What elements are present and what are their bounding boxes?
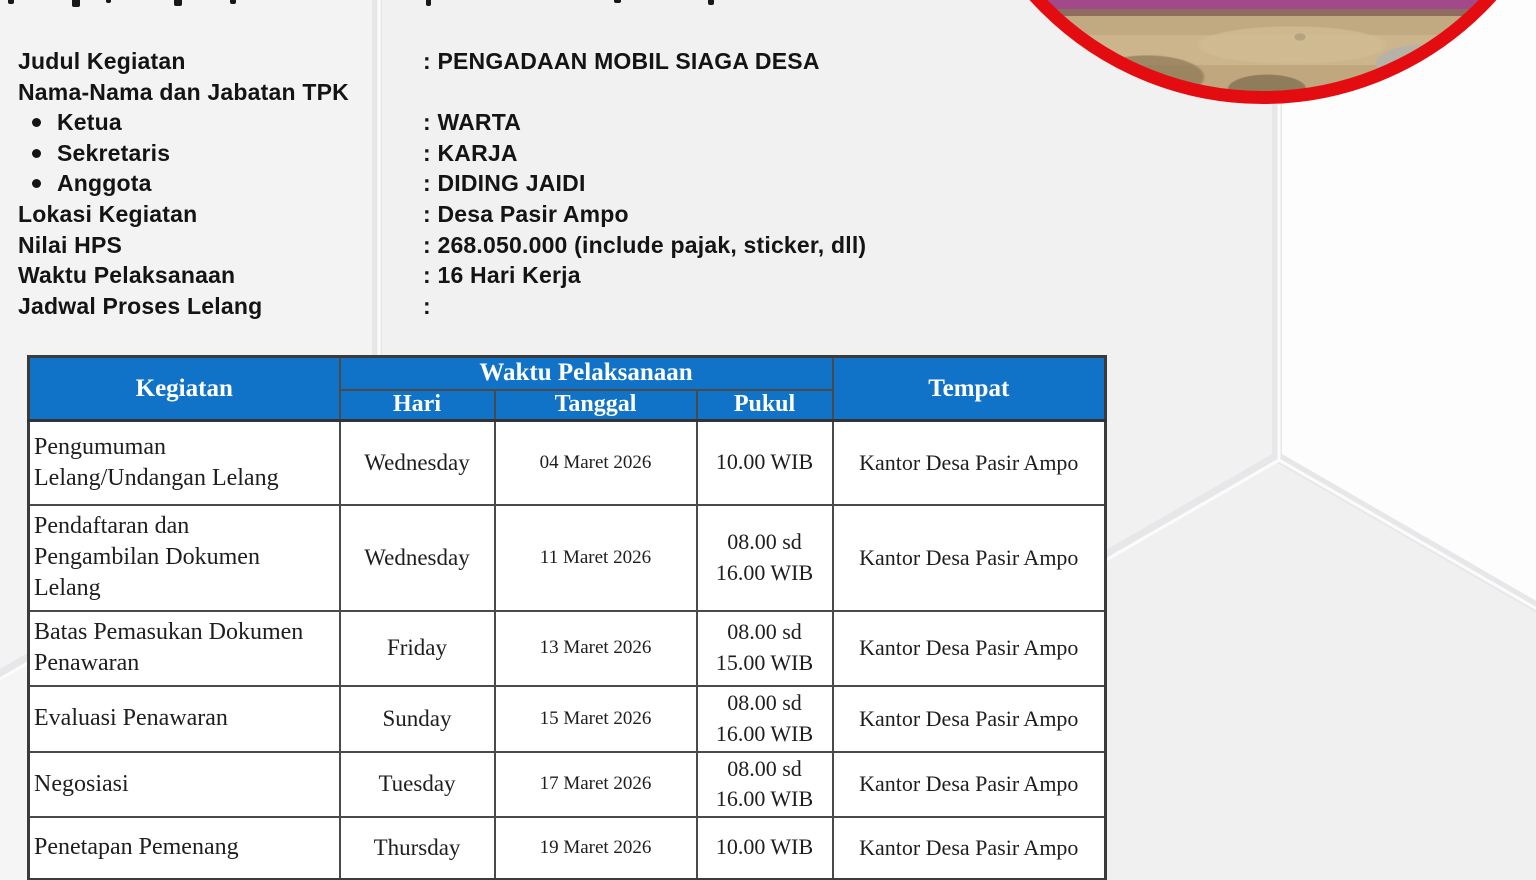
info-row bbox=[18, 46, 1138, 77]
info-list bbox=[18, 46, 1138, 321]
cell-kegiatan: Evaluasi Penawaran bbox=[29, 686, 340, 752]
cell-tanggal: 04 Maret 2026 bbox=[495, 421, 697, 505]
info-label: Nilai HPS bbox=[18, 231, 123, 258]
info-value: : WARTA bbox=[423, 109, 522, 136]
info-value: : 16 Hari Kerja bbox=[423, 262, 581, 289]
info-label: Lokasi Kegiatan bbox=[18, 200, 198, 227]
cell-pukul: 08.00 sd 16.00 WIB bbox=[697, 686, 833, 752]
cell-hari: Sunday bbox=[340, 686, 495, 752]
info-row bbox=[18, 199, 1138, 230]
info-row bbox=[18, 168, 1138, 199]
cell-tanggal: 15 Maret 2026 bbox=[495, 686, 697, 752]
clipped-text-remnant bbox=[8, 0, 14, 4]
cell-kegiatan: Batas Pemasukan Dokumen Penawaran bbox=[29, 611, 340, 686]
cell-kegiatan: Pengumuman Lelang/Undangan Lelang bbox=[29, 421, 340, 505]
column-header-kegiatan: Kegiatan bbox=[29, 357, 340, 421]
cell-pukul: 10.00 WIB bbox=[697, 817, 833, 879]
info-value: : 268.050.000 (include pajak, sticker, dll) bbox=[423, 231, 867, 258]
bullet-icon bbox=[32, 118, 41, 127]
info-label: Waktu Pelaksanaan bbox=[18, 262, 236, 289]
cell-tempat: Kantor Desa Pasir Ampo bbox=[833, 686, 1106, 752]
clipped-text-remnant bbox=[708, 0, 714, 5]
info-value: : Desa Pasir Ampo bbox=[423, 200, 629, 227]
cell-tempat: Kantor Desa Pasir Ampo bbox=[833, 611, 1106, 686]
info-label: Judul Kegiatan bbox=[18, 48, 186, 74]
column-header-tanggal: Tanggal bbox=[495, 390, 697, 421]
cell-hari: Friday bbox=[340, 611, 495, 686]
info-row bbox=[18, 291, 1138, 322]
column-header-tempat: Tempat bbox=[833, 357, 1106, 421]
cell-pukul: 10.00 WIB bbox=[697, 421, 833, 505]
clipped-text-remnant bbox=[106, 0, 111, 3]
bullet-icon bbox=[32, 149, 41, 158]
table-row bbox=[29, 421, 1106, 505]
cell-tanggal: 17 Maret 2026 bbox=[495, 752, 697, 818]
cell-kegiatan: Penetapan Pemenang bbox=[29, 817, 340, 879]
cell-tempat: Kantor Desa Pasir Ampo bbox=[833, 752, 1106, 818]
clipped-text-remnant bbox=[614, 0, 621, 3]
info-row bbox=[18, 230, 1138, 261]
cell-hari: Wednesday bbox=[340, 421, 495, 505]
cell-tanggal: 13 Maret 2026 bbox=[495, 611, 697, 686]
info-value: : KARJA bbox=[423, 139, 518, 166]
table-row bbox=[29, 686, 1106, 752]
cell-tempat: Kantor Desa Pasir Ampo bbox=[833, 817, 1106, 879]
clipped-text-remnant bbox=[72, 0, 80, 7]
clipped-text-remnant bbox=[426, 0, 431, 6]
schedule-table bbox=[27, 355, 1107, 880]
info-row bbox=[18, 107, 1138, 138]
info-value: : bbox=[423, 292, 431, 319]
info-label: Ketua bbox=[57, 109, 122, 136]
table-row bbox=[29, 505, 1106, 611]
cell-pukul: 08.00 sd 15.00 WIB bbox=[697, 611, 833, 686]
cell-hari: Thursday bbox=[340, 817, 495, 879]
cell-tempat: Kantor Desa Pasir Ampo bbox=[833, 421, 1106, 505]
column-header-pukul: Pukul bbox=[697, 390, 833, 421]
clipped-text-remnant bbox=[230, 0, 236, 4]
info-label: Anggota bbox=[57, 170, 152, 197]
bullet-icon bbox=[32, 179, 41, 188]
info-row bbox=[18, 138, 1138, 169]
column-header-hari: Hari bbox=[340, 390, 495, 421]
clipped-text-remnant bbox=[174, 0, 182, 6]
cell-kegiatan: Negosiasi bbox=[29, 752, 340, 818]
info-label: Nama-Nama dan Jabatan TPK bbox=[18, 78, 349, 105]
cell-hari: Tuesday bbox=[340, 752, 495, 818]
cell-tempat: Kantor Desa Pasir Ampo bbox=[833, 505, 1106, 611]
cell-pukul: 08.00 sd 16.00 WIB bbox=[697, 752, 833, 818]
cell-pukul: 08.00 sd 16.00 WIB bbox=[697, 505, 833, 611]
column-header-waktu-pelaksanaan: Waktu Pelaksanaan bbox=[340, 357, 833, 390]
info-row bbox=[18, 77, 1138, 108]
cell-tanggal: 19 Maret 2026 bbox=[495, 817, 697, 879]
info-label: Jadwal Proses Lelang bbox=[18, 292, 263, 319]
table-row bbox=[29, 611, 1106, 686]
info-value: : DIDING JAIDI bbox=[423, 170, 586, 197]
cell-kegiatan: Pendaftaran dan Pengambilan Dokumen Lelang bbox=[29, 505, 340, 611]
cell-tanggal: 11 Maret 2026 bbox=[495, 505, 697, 611]
table-row bbox=[29, 817, 1106, 879]
info-row bbox=[18, 260, 1138, 291]
table-row bbox=[29, 752, 1106, 818]
info-label: Sekretaris bbox=[57, 139, 171, 166]
info-value: : PENGADAAN MOBIL SIAGA DESA bbox=[423, 48, 820, 74]
cell-hari: Wednesday bbox=[340, 505, 495, 611]
